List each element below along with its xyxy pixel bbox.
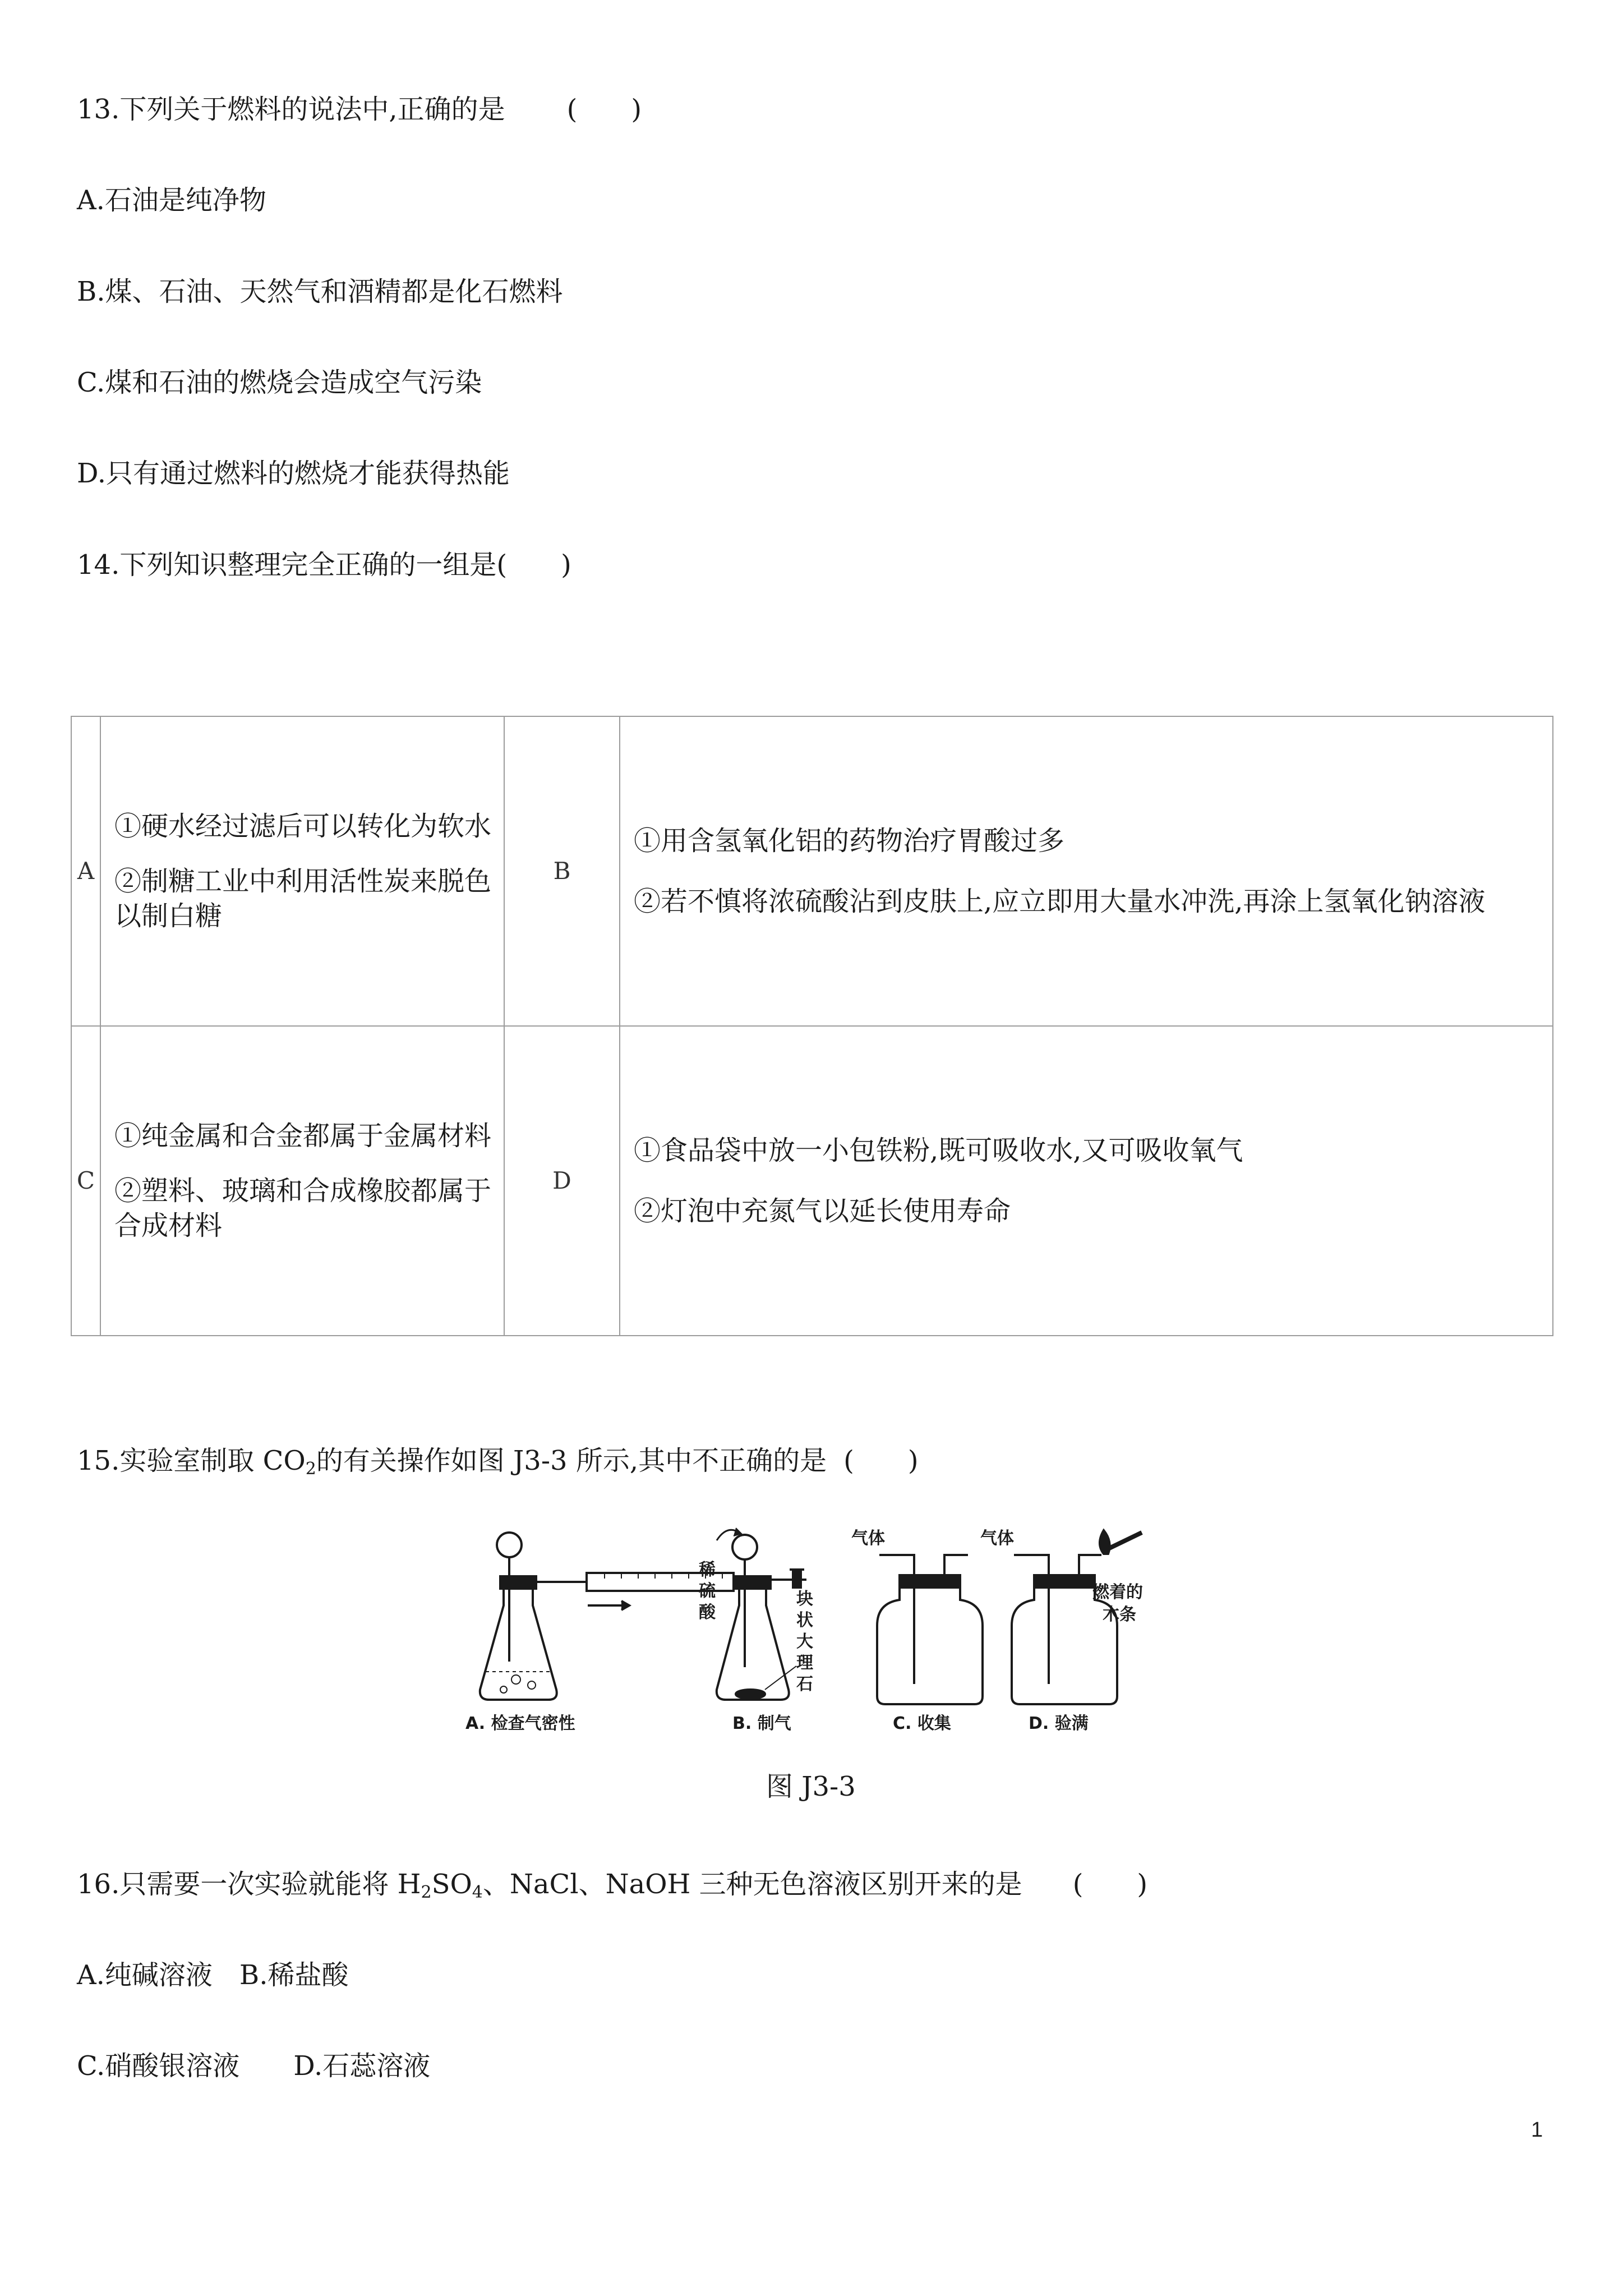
- q13-answer-paren: ( ): [566, 94, 642, 125]
- label-burning-stick-2: 木条: [1103, 1605, 1136, 1625]
- q13-option-d: D.只有通过燃料的燃烧才能获得热能: [77, 458, 510, 489]
- label-acid-1: 稀: [699, 1560, 716, 1580]
- table-cell-c: [100, 1026, 504, 1336]
- q13-stem: [77, 91, 642, 127]
- q15-stem-post: 的有关操作如图 J3-3 所示,其中不正确的是: [316, 1445, 827, 1476]
- label-b-gas-prep: B. 制气: [732, 1714, 791, 1733]
- q16-options-line-1: A.纯碱溶液 B.稀盐酸: [77, 1959, 349, 1991]
- label-burning-stick-1: 燃着的: [1092, 1582, 1143, 1602]
- q13-option-c: C.煤和石油的燃烧会造成空气污染: [77, 367, 482, 398]
- table-label-b: B: [504, 716, 620, 1026]
- cell-b-item-1: ①用含氢氧化铝的药物治疗胃酸过多: [634, 825, 1065, 857]
- page-number: 1: [1531, 2118, 1543, 2142]
- q16-answer-paren: ( ): [1072, 1869, 1148, 1900]
- q13-option-b: B.煤、石油、天然气和酒精都是化石燃料: [77, 276, 563, 307]
- label-d-check-full: D. 验满: [1029, 1714, 1089, 1733]
- q13-option-a: A.石油是纯净物: [77, 185, 266, 216]
- apparatus-c-drawing: [877, 1555, 983, 1704]
- cell-c-item-1: ①纯金属和合金都属于金属材料: [114, 1120, 492, 1152]
- apparatus-b-drawing: [717, 1528, 806, 1700]
- q16-stem: [77, 1866, 1147, 1902]
- table-cell-b: [620, 716, 1553, 1026]
- cell-d-item-1: ①食品袋中放一小包铁粉,既可吸收水,又可吸收氧气: [634, 1135, 1243, 1166]
- cell-b-item-2: ②若不慎将浓硫酸沾到皮肤上,应立即用大量水冲洗,再涂上氢氧化钠溶液: [634, 886, 1486, 917]
- label-c-collection: C. 收集: [893, 1714, 951, 1733]
- label-marble-2: 状: [796, 1611, 813, 1630]
- q15-answer-paren: ( ): [843, 1445, 919, 1476]
- q14-stem: 14.下列知识整理完全正确的一组是( ): [77, 549, 571, 581]
- cell-a-item-1: ①硬水经过滤后可以转化为软水: [114, 811, 492, 842]
- table-label-d: D: [504, 1026, 620, 1336]
- q14-knowledge-table: [71, 716, 1553, 1336]
- cell-a-item-2: ②制糖工业中利用活性炭来脱色以制白糖: [114, 866, 492, 932]
- label-marble-1: 块: [796, 1589, 813, 1609]
- label-gas-c: 气体: [851, 1529, 885, 1548]
- table-cell-a: [100, 716, 504, 1026]
- table-label-c: C: [71, 1026, 100, 1336]
- label-marble-4: 理: [796, 1653, 813, 1673]
- q15-stem-sub: 2: [305, 1459, 316, 1479]
- q16-stem-post: 、NaCl、NaOH 三种无色溶液区别开来的是: [482, 1869, 1022, 1900]
- label-marble-5: 石: [796, 1674, 813, 1694]
- q15-stem-pre: 15.实验室制取 CO: [77, 1445, 306, 1476]
- table-label-a: A: [71, 716, 100, 1026]
- q16-mid: SO: [431, 1869, 472, 1900]
- q16-stem-pre: 16.只需要一次实验就能将 H: [77, 1869, 421, 1900]
- cell-c-item-2: ②塑料、玻璃和合成橡胶都属于合成材料: [114, 1175, 492, 1241]
- q15-stem: [77, 1443, 919, 1479]
- label-a-airtightness: A. 检查气密性: [465, 1714, 575, 1733]
- q16-sub-2: 4: [472, 1883, 483, 1902]
- label-acid-3: 酸: [699, 1603, 716, 1622]
- label-acid-2: 硫: [699, 1581, 716, 1601]
- q13-stem-text: 13.下列关于燃料的说法中,正确的是: [77, 94, 505, 125]
- q16-options-line-2: C.硝酸银溶液 D.石蕊溶液: [77, 2050, 431, 2082]
- label-marble-3: 大: [796, 1632, 813, 1651]
- q16-sub-1: 2: [421, 1883, 432, 1902]
- table-cell-d: [620, 1026, 1553, 1336]
- label-gas-d: 气体: [980, 1529, 1014, 1548]
- experiment-figure: [453, 1521, 1160, 1734]
- figure-caption: 图 J3-3: [766, 1771, 856, 1802]
- cell-d-item-2: ②灯泡中充氮气以延长使用寿命: [634, 1195, 1011, 1227]
